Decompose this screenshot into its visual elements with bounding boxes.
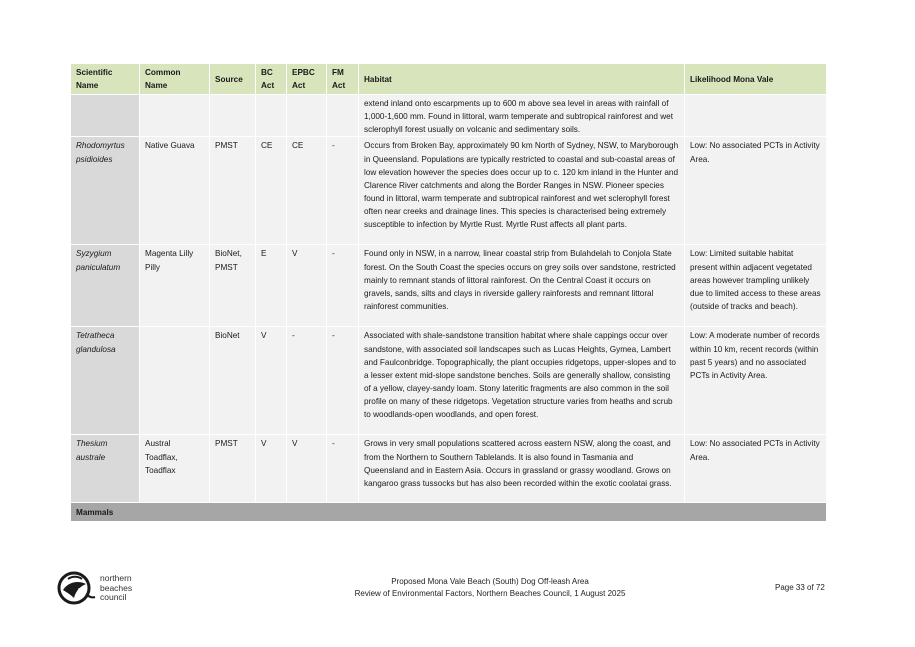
cell-bc-act bbox=[256, 95, 287, 137]
cell-likelihood: Low: A moderate number of records within 10 km, recent records (within past 5 years) and no associated PCTs in Activity Area. bbox=[685, 327, 827, 435]
council-logo bbox=[56, 570, 156, 608]
footer-title-line2: Review of Environmental Factors, Northern Beaches Council, 1 August 2025 bbox=[354, 589, 626, 598]
table-row bbox=[71, 327, 827, 435]
cell-source: BioNet, PMST bbox=[210, 245, 256, 327]
header-bc-act: BC Act bbox=[256, 64, 287, 95]
header-likelihood: Likelihood Mona Vale bbox=[685, 64, 827, 95]
cell-source bbox=[210, 95, 256, 137]
page-number: Page 33 of 72 bbox=[775, 583, 825, 592]
cell-habitat: Grows in very small populations scattered across eastern NSW, along the coast, and from the Northern to Southern Tablelands. It is also found in Tasmania and Queensland and in Eastern Asia. Occurs in grassland or grassy woodland. Grows on kangaroo grass tussocks but has also been recorded within the exotic coolatai grass. bbox=[359, 435, 685, 503]
cell-epbc-act: V bbox=[287, 435, 327, 503]
cell-scientific-name: Rhodomyrtus psidioides bbox=[71, 137, 140, 245]
cell-scientific-name: Syzygium paniculatum bbox=[71, 245, 140, 327]
cell-source: PMST bbox=[210, 137, 256, 245]
cell-scientific-name bbox=[71, 95, 140, 137]
cell-bc-act: V bbox=[256, 435, 287, 503]
logo-line: northern bbox=[100, 573, 132, 583]
section-label: Mammals bbox=[71, 503, 827, 522]
header-scientific-name: Scientific Name bbox=[71, 64, 140, 95]
cell-habitat: extend inland onto escarpments up to 600 m above sea level in areas with rainfall of 1,000-1,600 mm. Found in littoral, warm temperate and subtropical rainforest and wet sclerophyll forest usually on volcanic and sedimentary soils. bbox=[359, 95, 685, 137]
cell-epbc-act: V bbox=[287, 245, 327, 327]
cell-common-name bbox=[140, 327, 210, 435]
cell-scientific-name: Thesium australe bbox=[71, 435, 140, 503]
section-row-mammals bbox=[71, 503, 827, 522]
cell-epbc-act bbox=[287, 95, 327, 137]
cell-bc-act: E bbox=[256, 245, 287, 327]
cell-habitat: Occurs from Broken Bay, approximately 90 km North of Sydney, NSW, to Maryborough in Queensland. Populations are typically restricted to coastal and sub-coastal areas of low elevation however the species does occur up to c. 120 km inland in the Hunter and Clarence River catchments and along the Border Ranges in NSW. Pioneer species found in littoral, warm temperate and subtropical rainforest and wet sclerophyll forest often near creeks and drainage lines. This species is characterised being extremely susceptible to infection by Myrtle Rust. Myrtle Rust affects all plant parts. bbox=[359, 137, 685, 245]
council-emblem-icon bbox=[56, 570, 96, 606]
cell-epbc-act: - bbox=[287, 327, 327, 435]
footer-title-line1: Proposed Mona Vale Beach (South) Dog Off-leash Area bbox=[391, 577, 589, 586]
cell-fm-act bbox=[327, 95, 359, 137]
cell-common-name: Magenta Lilly Pilly bbox=[140, 245, 210, 327]
cell-likelihood: Low: Limited suitable habitat present within adjacent vegetated areas however trampling unlikely due to limited access to these areas (outside of tracks and beach). bbox=[685, 245, 827, 327]
cell-fm-act: - bbox=[327, 435, 359, 503]
header-fm-act: FM Act bbox=[327, 64, 359, 95]
cell-likelihood bbox=[685, 95, 827, 137]
cell-fm-act: - bbox=[327, 327, 359, 435]
cell-epbc-act: CE bbox=[287, 137, 327, 245]
cell-likelihood: Low: No associated PCTs in Activity Area. bbox=[685, 435, 827, 503]
cell-source: PMST bbox=[210, 435, 256, 503]
page-footer bbox=[0, 570, 915, 610]
cell-source: BioNet bbox=[210, 327, 256, 435]
footer-document-title bbox=[320, 576, 660, 600]
header-habitat: Habitat bbox=[359, 64, 685, 95]
cell-common-name bbox=[140, 95, 210, 137]
table-header-row bbox=[71, 64, 827, 95]
logo-line: council bbox=[100, 592, 127, 602]
table-row bbox=[71, 95, 827, 137]
header-epbc-act: EPBC Act bbox=[287, 64, 327, 95]
cell-bc-act: CE bbox=[256, 137, 287, 245]
logo-wordmark bbox=[100, 574, 132, 603]
table-row bbox=[71, 435, 827, 503]
cell-habitat: Found only in NSW, in a narrow, linear coastal strip from Bulahdelah to Conjola State forest. On the South Coast the species occurs on grey soils over sandstone, restricted mainly to remnant stands of littoral rainforest. On the Central Coast it occurs on gravels, sands, silts and clays in riverside gallery rainforests and remnant littoral rainforest communities. bbox=[359, 245, 685, 327]
cell-scientific-name: Tetratheca glandulosa bbox=[71, 327, 140, 435]
cell-habitat: Associated with shale-sandstone transition habitat where shale cappings occur over sandstone, with associated soil landscapes such as Lucas Heights, Gymea, Lambert and Faulconbridge. Topographically, the plant occupies ridgetops, upper-slopes and to a lesser extent mid-slope sandstone benches. Soils are generally shallow, consisting of a yellow, clayey-sandy loam. Stony lateritic fragments are also common in the soil profile on many of these ridgetops. Vegetation structure varies from heaths and scrub to woodlands-open woodlands, and open forest. bbox=[359, 327, 685, 435]
logo-line: beaches bbox=[100, 582, 133, 593]
cell-fm-act: - bbox=[327, 137, 359, 245]
cell-common-name: Austral Toadflax, Toadflax bbox=[140, 435, 210, 503]
table-row bbox=[71, 137, 827, 245]
table-row bbox=[71, 245, 827, 327]
species-table bbox=[70, 63, 827, 522]
cell-bc-act: V bbox=[256, 327, 287, 435]
header-common-name: Common Name bbox=[140, 64, 210, 95]
cell-fm-act: - bbox=[327, 245, 359, 327]
cell-likelihood: Low: No associated PCTs in Activity Area. bbox=[685, 137, 827, 245]
header-source: Source bbox=[210, 64, 256, 95]
cell-common-name: Native Guava bbox=[140, 137, 210, 245]
